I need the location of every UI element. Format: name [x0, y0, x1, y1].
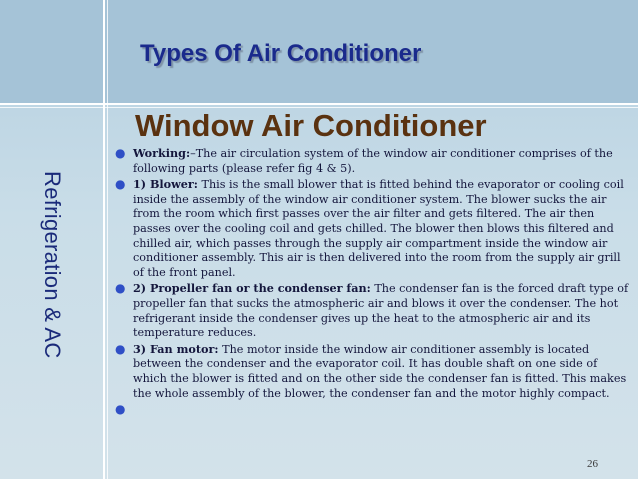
- bullet-item-working: [115, 146, 630, 176]
- bullet-icon: ●: [115, 146, 126, 160]
- bullet-icon: ●: [115, 281, 126, 296]
- page-number: 26: [587, 458, 598, 470]
- frame-horizontal-line: [0, 103, 638, 105]
- bullet-item-fan-motor: [115, 342, 630, 401]
- item-text: This is the small blower that is fitted behind the evaporator or cooling coil inside the assembly of the window air conditioner system. The blower sucks the air from the room which first passes over the air filter and gets filtered. The air then passes over the cooling coil and gets chilled. The blower then blows this filtered and chilled air, which passes through the supply air compartment inside the window air conditioner assembly. This air is then delivered into the room from the supply air grill of the front panel.: [133, 178, 624, 279]
- frame-vertical-line-inner: [107, 0, 108, 479]
- item-lead: Working:: [133, 146, 191, 160]
- bullet-item-empty: [115, 402, 630, 418]
- item-text: The motor inside the window air conditioner assembly is located between the condenser and the evaporator coil. It has double shaft on one side of which the blower is fitted and on the other side the condenser fan is fitted. This makes the whole assembly of the blower, the condenser fan and the motor highly compact.: [133, 342, 627, 400]
- bullet-list: [115, 146, 630, 419]
- item-lead: 3) Fan motor:: [133, 341, 219, 356]
- frame-vertical-line: [103, 0, 105, 479]
- bullet-icon: ●: [115, 341, 126, 356]
- bullet-item-blower: [115, 177, 630, 280]
- item-text: The condenser fan is the forced draft type of propeller fan that sucks the atmospheric air and blows it over the condenser. The hot refrigerant inside the condenser gives up the heat to the atmospheric air and its temperature reduces.: [133, 282, 629, 340]
- bullet-icon: ●: [115, 177, 126, 192]
- item-text: –The air circulation system of the window air conditioner comprises of the following parts (please refer fig 4 & 5).: [133, 147, 613, 175]
- item-lead: 2) Propeller fan or the condenser fan:: [133, 281, 371, 296]
- side-label: [32, 160, 72, 370]
- item-lead: 1) Blower:: [133, 177, 198, 192]
- bullet-item-condenser-fan: [115, 281, 630, 340]
- bullet-icon: ●: [115, 402, 126, 417]
- header-title: Types Of Air Conditioner: [140, 40, 422, 67]
- side-label-text: Refrigeration & AC: [40, 171, 65, 359]
- main-title: Window Air Conditioner: [135, 108, 487, 143]
